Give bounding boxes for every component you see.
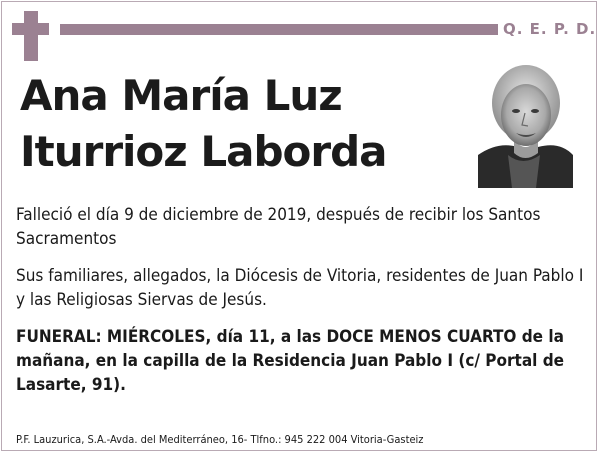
portrait-photo [478,63,573,188]
cross-icon-horizontal [12,23,49,35]
header-rule [60,24,498,35]
funeral-home-footer: P.F. Lauzurica, S.A.-Avda. del Mediterráneo, 16- Tlfno.: 945 222 004 Vitoria-Gasteiz [16,433,424,446]
death-notice-paragraph: Falleció el día 9 de diciembre de 2019, después de recibir los Santos Sacramentos [16,205,541,249]
portrait-photo-icon [478,63,573,188]
name-line-2: Iturrioz Laborda [20,127,387,176]
deceased-name [20,68,460,180]
cross-icon-vertical [24,11,38,61]
mourners-paragraph: Sus familiares, allegados, la Diócesis de Vitoria, residentes de Juan Pablo I y las Religiosas Siervas de Jesús. [16,266,584,310]
funeral-paragraph: FUNERAL: MIÉRCOLES, día 11, a las DOCE MENOS CUARTO de la mañana, en la capilla de la Residencia Juan Pablo I (c/ Portal de Lasarte, 91). [16,327,565,395]
qepd-label: Q. E. P. D. [503,20,597,38]
name-line-1: Ana María Luz [20,71,342,120]
